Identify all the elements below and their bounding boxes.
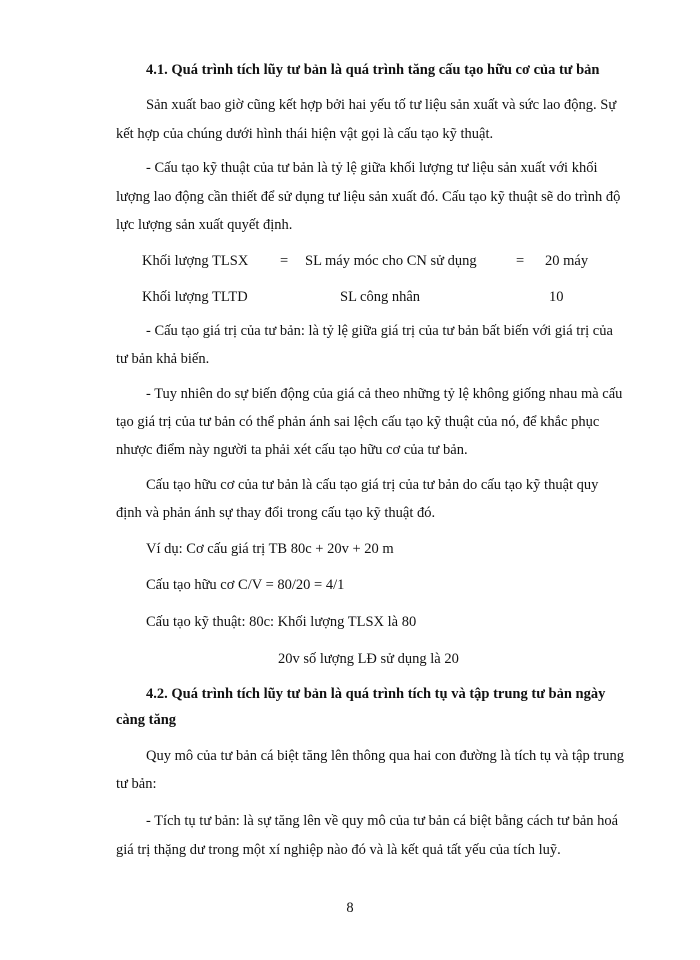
example-line: Cấu tạo kỹ thuật: 80c: Khối lượng TLSX là 80	[146, 614, 417, 630]
paragraph-line: tư bản khả biến.	[116, 351, 210, 367]
example-line: 20v số lượng LĐ sử dụng là 20	[278, 651, 459, 667]
paragraph-line: lực lượng sản xuất quyết định.	[116, 217, 293, 233]
formula-equals-2: =	[516, 253, 525, 269]
formula-denominator-label: Khối lượng TLTD	[142, 289, 248, 305]
paragraph-line: Sản xuất bao giờ cũng kết hợp bởi hai yếu tố tư liệu sản xuất và sức lao động. Sự	[146, 97, 617, 113]
paragraph-line: Quy mô của tư bản cá biệt tăng lên thông qua hai con đường là tích tụ và tập trung	[146, 748, 624, 764]
formula-numerator-mid: SL máy móc cho CN sử dụng	[305, 253, 477, 269]
page-number: 8	[346, 900, 354, 916]
formula-denominator-mid: SL công nhân	[340, 289, 421, 305]
section-heading-4-1: 4.1. Quá trình tích lũy tư bản là quá trình tăng cấu tạo hữu cơ của tư bản	[146, 62, 600, 78]
section-heading-4-2-cont: càng tăng	[116, 712, 177, 728]
paragraph-line: định và phản ánh sự thay đổi trong cấu tạo kỹ thuật đó.	[116, 505, 436, 521]
paragraph-line: - Cấu tạo giá trị của tư bản: là tỷ lệ giữa giá trị của tư bản bất biến với giá trị của	[146, 323, 613, 339]
paragraph-line: Cấu tạo hữu cơ của tư bản là cấu tạo giá trị của tư bản do cấu tạo kỹ thuật quy	[146, 477, 599, 493]
formula-numerator-label: Khối lượng TLSX	[142, 253, 249, 269]
example-line: Cấu tạo hữu cơ C/V = 80/20 = 4/1	[146, 577, 345, 593]
paragraph-line: lượng lao động cần thiết để sử dụng tư liệu sản xuất đó. Cấu tạo kỹ thuật sẽ do trình độ	[116, 189, 621, 205]
paragraph-line: tư bản:	[116, 776, 157, 792]
formula-equals-1: =	[280, 253, 289, 269]
paragraph-line: nhược điểm này người ta phải xét cấu tạo hữu cơ của tư bản.	[116, 442, 468, 458]
example-line: Ví dụ: Cơ cấu giá trị TB 80c + 20v + 20 m	[146, 541, 394, 557]
paragraph-line: - Cấu tạo kỹ thuật của tư bản là tỷ lệ giữa khối lượng tư liệu sản xuất với khối	[146, 160, 598, 176]
paragraph-line: - Tuy nhiên do sự biến động của giá cả theo những tỷ lệ không giống nhau mà cấu	[146, 386, 623, 402]
section-heading-4-2: 4.2. Quá trình tích lũy tư bản là quá trình tích tụ và tập trung tư bản ngày	[146, 686, 606, 702]
paragraph-line: tạo giá trị của tư bản có thể phản ánh sai lệch cấu tạo kỹ thuật của nó, để khắc phục	[116, 414, 600, 430]
formula-numerator-value: 20 máy	[545, 253, 589, 269]
paragraph-line: giá trị thặng dư trong một xí nghiệp nào đó và là kết quả tất yếu của tích luỹ.	[116, 842, 561, 858]
formula-denominator-value: 10	[549, 289, 564, 305]
paragraph-line: - Tích tụ tư bản: là sự tăng lên về quy mô của tư bản cá biệt bằng cách tư bản hoá	[146, 813, 619, 829]
paragraph-line: kết hợp của chúng dưới hình thái hiện vật gọi là cấu tạo kỹ thuật.	[116, 126, 494, 142]
